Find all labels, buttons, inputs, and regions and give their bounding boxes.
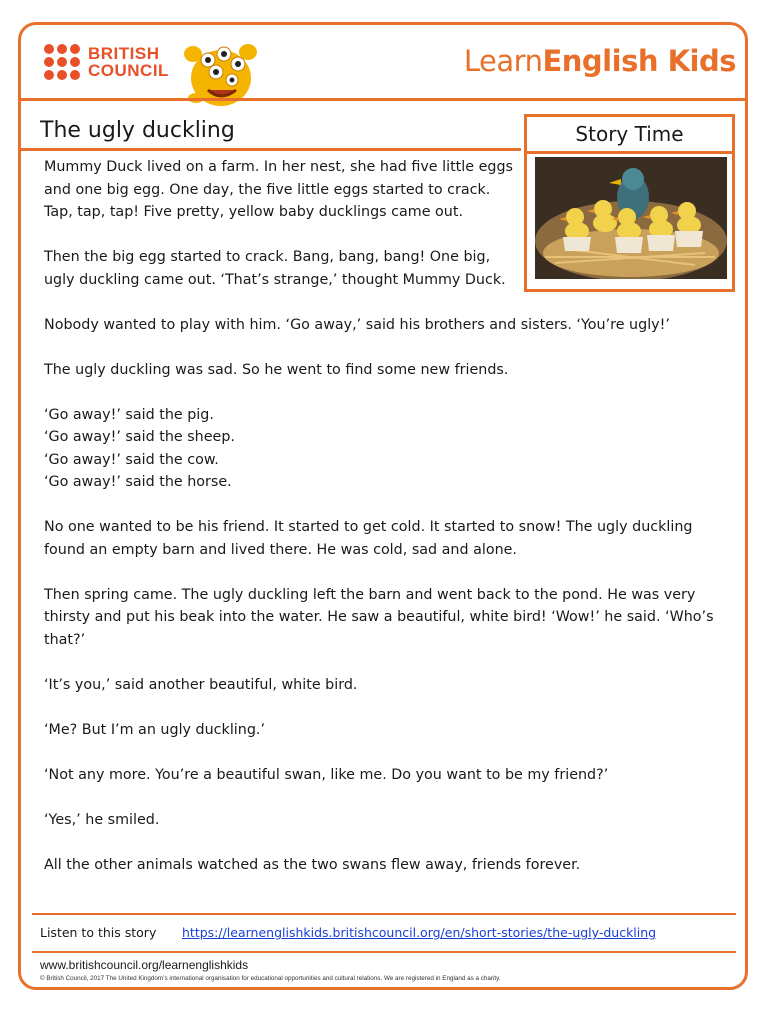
paragraph-2-line: ugly duckling came out. ‘That’s strange,’ thought Mummy Duck. [44,271,506,288]
learnenglish-kids-logo [464,44,736,78]
paragraph-5-line: ‘Go away!’ said the horse. [44,474,232,490]
british-council-dots-icon [44,44,82,80]
paragraph-3: Nobody wanted to play with him. ‘Go away,’ said his brothers and sisters. ‘You’re ugly!’ [44,316,670,333]
logo-learn: Learn [463,44,543,78]
paragraph-5-line: ‘Go away!’ said the pig. [44,406,214,423]
footer-divider-bottom [32,951,736,953]
paragraph-7-line: Then spring came. The ugly duckling left the barn and went back to the pond. He was very [44,586,696,603]
paragraph-2-line: Then the big egg started to crack. Bang, bang, bang! One big, [44,249,491,265]
paragraph-1 [44,156,514,224]
british-council-line1: BRITISH [88,44,160,63]
footer-divider-top [32,913,736,915]
paragraph-1-line: Tap, tap, tap! Five pretty, yellow baby ducklings came out. [44,204,463,220]
story-text [44,156,724,899]
page-title: The ugly duckling [40,118,235,143]
paragraph-8: ‘It’s you,’ said another beautiful, white bird. [44,676,358,693]
site-url: www.britishcouncil.org/learnenglishkids [40,958,249,972]
copyright-notice: © British Council, 2017 The United Kingdom’s international organisation for educational opportunities and cultural relations. We are registered in England as a charity. [40,975,501,982]
paragraph-11: ‘Yes,’ he smiled. [44,811,160,828]
paragraph-6-line: found an empty barn and lived there. He was cold, sad and alone. [44,541,517,558]
paragraph-10: ‘Not any more. You’re a beautiful swan, like me. Do you want to be my friend?’ [44,766,609,783]
paragraph-5-line: ‘Go away!’ said the cow. [44,451,219,468]
listen-label: Listen to this story [40,925,157,940]
story-time-heading: Story Time [527,117,732,154]
paragraph-7-line: that?’ [44,631,86,648]
logo-english-kids: English Kids [542,44,736,78]
paragraph-4: The ugly duckling was sad. So he went to find some new friends. [44,361,509,378]
british-council-line2: COUNCIL [88,61,169,80]
paragraph-6-line: No one wanted to be his friend. It started to get cold. It started to snow! The ugly duckling [44,519,693,535]
header-divider [21,98,748,101]
paragraph-2 [44,246,514,291]
paragraph-12: All the other animals watched as the two swans flew away, friends forever. [44,856,581,873]
paragraph-7-line: thirsty and put his beak into the water. He saw a beautiful, white bird! ‘Wow!’ he said. ‘Who’s [44,609,714,625]
british-council-logo [44,44,169,80]
paragraph-1-line: and one big egg. One day, the five little eggs started to crack. [44,181,491,198]
paragraph-1-line: Mummy Duck lived on a farm. In her nest, she had five little eggs [44,159,513,175]
paragraph-6 [44,516,724,561]
paragraph-5 [44,404,724,494]
title-divider [21,148,521,151]
listen-story-link[interactable]: https://learnenglishkids.britishcouncil.org/en/short-stories/the-ugly-duckling [182,925,657,940]
paragraph-5-line: ‘Go away!’ said the sheep. [44,429,235,445]
paragraph-9: ‘Me? But I’m an ugly duckling.’ [44,721,265,738]
paragraph-7 [44,584,724,652]
